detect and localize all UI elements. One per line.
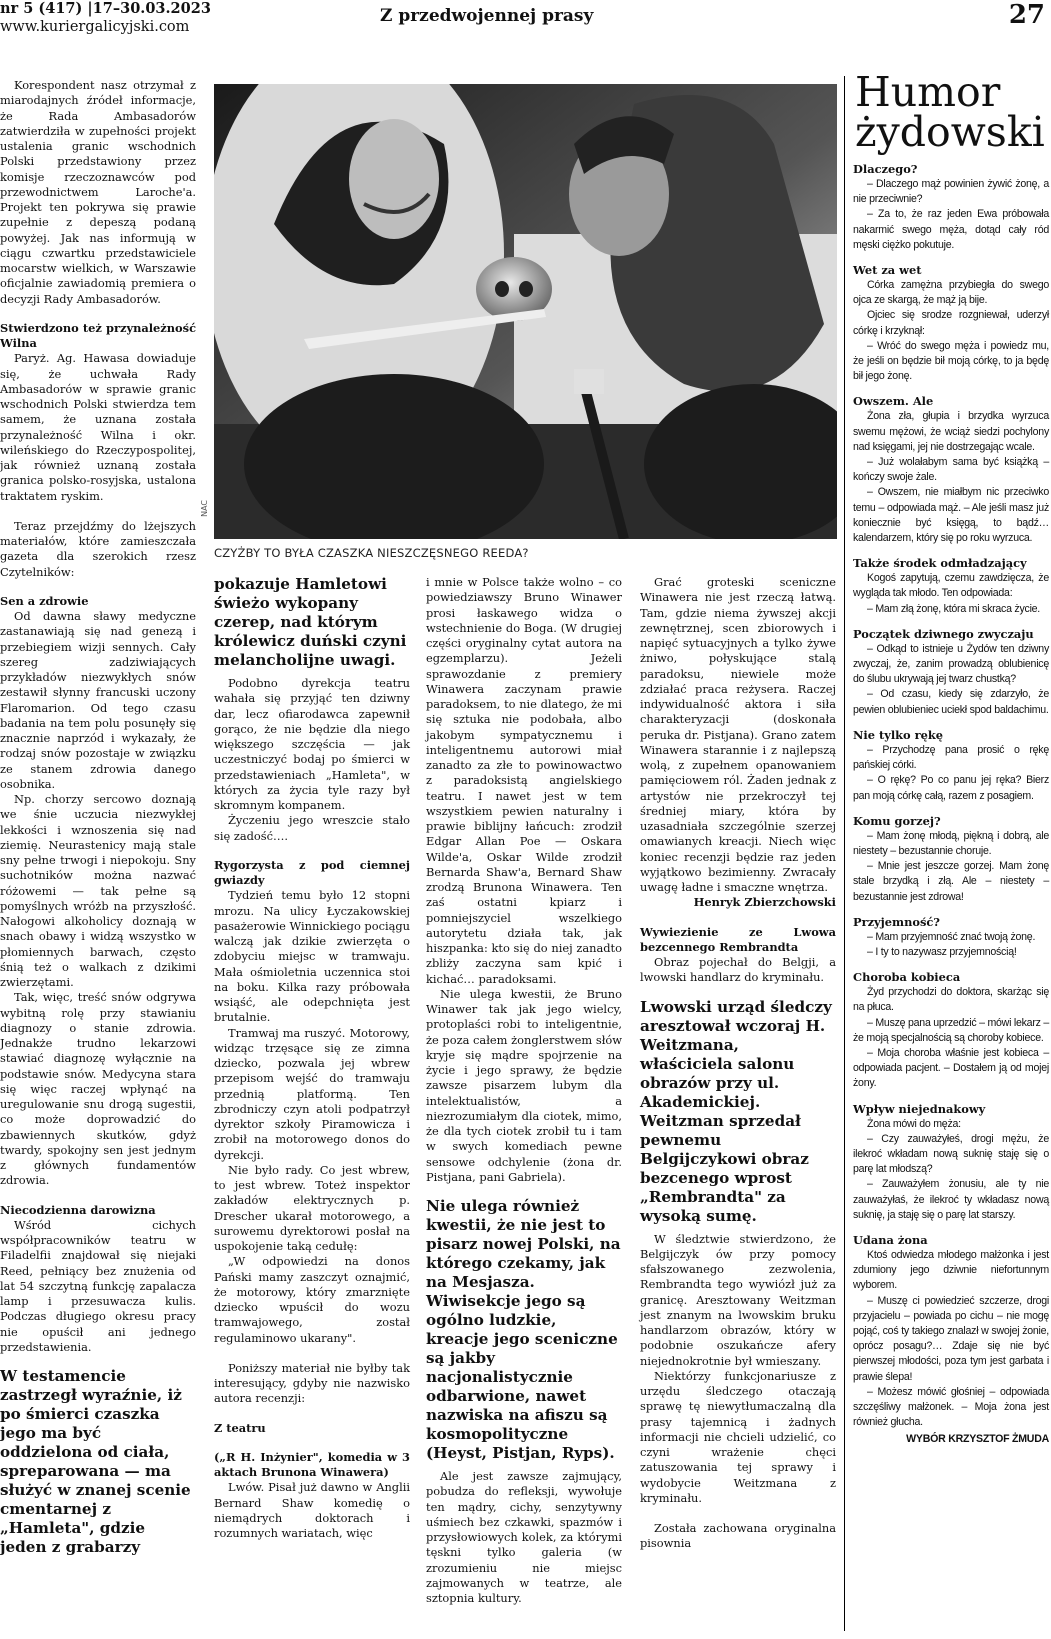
subheading: Wywiezienie ze Lwowa bezcennego Rembrandta	[640, 924, 836, 954]
hamlet-photo	[214, 84, 837, 539]
subheading: („R H. Inżynier", komedia w 3 aktach Brunona Winawera)	[214, 1449, 410, 1479]
column-1	[0, 78, 196, 1563]
joke-item	[853, 627, 1049, 718]
joke-item	[853, 556, 1049, 617]
joke-line: Żyd przychodzi do doktora, skarżąc się na płuca.	[853, 986, 1049, 1014]
photo-credit: NAC	[200, 500, 209, 517]
joke-line: – Muszę pana uprzedzić – mówi lekarz – że moją specjalnością są choroby kobiece.	[853, 1016, 1049, 1044]
joke-line: Ktoś odwiedza młodego małżonka i jest zdumiony jego dziwnie niefortunnym wyborem.	[853, 1248, 1049, 1292]
joke-line: Żona mówi do męża:	[867, 1117, 961, 1130]
joke-item	[853, 162, 1049, 253]
joke-item	[853, 1102, 1049, 1223]
joke-line: Córka zamężna przybiegła do swego ojca ze skargą, że mąż ją bije.	[853, 279, 1049, 307]
joke-title: Owszem. Ale	[853, 394, 934, 409]
joke-line: – Mam złą żonę, która mi skraca życie.	[867, 602, 1041, 615]
paragraph: Została zachowana oryginalna pisownia	[640, 1521, 836, 1551]
joke-line: – Możesz mówić głośniej – odpowiada szczęśliwy małżonek. – Moja żona jest również głucha.	[853, 1385, 1049, 1429]
paragraph: Niektórzy funkcjonariusze z urzędu śledczego otaczają sprawę tę niewytłumaczalną dla prasy tajemnicą i żadnych informacji nie chcieli udzielić, co czyni wrażenie chęci zatuszowania tej sprawy i wydobycie Weitzmana z kryminału.	[640, 1368, 836, 1505]
masthead-info	[0, 0, 211, 36]
photo-illustration	[214, 84, 837, 539]
joke-line: – Owszem, nie miałbym nic przeciwko temu – odpowiada mąż. – Ale jeśli masz już koniecznie być księgą, to bądź… kalendarzem, który się po roku wyrzuca.	[853, 486, 1049, 545]
column-2	[214, 575, 410, 1541]
compiler-credit: WYBÓR KRZYSZTOF ŻMUDA	[906, 1433, 1049, 1446]
paragraph: Paryż. Ag. Hawasa dowiaduje się, że uchwała Rady Ambasadorów w sprawie granic wschodnich Polski stwierdza tem samem, że uznana została przynależność Wilna i okr. wileńskiego do Rzeczypospolitej, jak również uznaną została granica polsko-rosyjska, ustalona traktatem ryskim.	[0, 351, 196, 503]
joke-title: Udana żona	[853, 1232, 928, 1247]
page-number: 27	[1008, 0, 1045, 30]
joke-title: Wpływ niejednakowy	[853, 1101, 986, 1116]
joke-line: – Muszę ci powiedzieć szczerze, drogi przyjacielu – powiada po cichu – nie mogę pojąć, coś ty takiego znalazł w swojej żonie, oprócz posagu?… Zdaje się nie być pierwszej młodości, poza tym jest garbata i prawie ślepa!	[853, 1294, 1049, 1383]
paragraph: Życzeniu jego wreszcie stało się zadość….	[214, 813, 410, 843]
pull-quote: Lwowski urząd śledczy aresztował wczoraj H. Weitzmana, właściciela salonu obrazów przy ul. Akademickiej. Weitzman sprzedał pewnemu Belgijczykowi obraz bezcenego wprost „Rembrandta" za wysoką sumę.	[640, 997, 832, 1225]
paragraph: Grać groteski sceniczne Winawera nie jest rzeczą łatwą. Tam, gdzie niema żywszej akcji zewnętrznej, scen zbiorowych i napięć sytuacyjnych a tylko żywe żniwo, połyskujące stalą paradoksu, niewiele może zdziałać praca reżysera. Raczej indywidualność aktora i siła charakteryzacji (doskonała peruka dr. Pistjana). Grano zatem Winawera starannie i z najlepszą wolą, z zupełnem opanowaniem pamięciowem ról. Żaden jednak z artystów nie przekroczył tej średniej miary, która by uzasadniała szczególnie szerzej omawianych kreacji. Niech więc koniec recenzji będzie raz jeden wyjątkowo bezimienny. Zwracały uwagę ładne i smaczne wnętrza.	[640, 575, 836, 894]
paragraph: Wśród cichych współpracowników teatru w Filadelfii znajdował się niejaki Reed, pełniący bez znużenia od lat 54 szczytną funkcję zapalacza lamp i przesuwacza kulis. Podczas długiego okresu pracy nie opuścił ani jednego przedstawienia.	[0, 1217, 196, 1354]
joke-title: Choroba kobieca	[853, 970, 961, 985]
joke-line: – O rękę? Po co panu jej ręka? Bierz pan moją córkę całą, razem z posagiem.	[853, 774, 1049, 802]
column-3	[426, 575, 622, 1606]
pull-quote: Nie ulega również kwestii, że nie jest to pisarz nowej Polski, na którego czekamy, jak na Mesjasza. Wiwisekcje jego są ogólno ludzkie, kreacje jego sceniczne są jakby nacjonalistycznie odbarwione, nawet nazwiska na afiszu są kosmopolityczne (Heyst, Pistjan, Ryps).	[426, 1197, 621, 1462]
joke-line: – Mam przyjemność znać twoją żonę.	[867, 930, 1036, 943]
joke-line: – Dlaczego mąż powinien żywić żonę, a nie przeciwnie?	[853, 178, 1049, 206]
humor-title-line: żydowski	[855, 108, 1045, 156]
joke-line: – Wróć do swego męża i powiedz mu, że jeśli on będzie bił moją córkę, to ja będę bił jego żonę.	[853, 339, 1049, 383]
paragraph: i mnie w Polsce także wolno – co powiedziawszy Bruno Winawer prosi łaskawego widza o wstechnienie do Boga. (W drugiej części oryginalny cytat autora na egzemplarzu). Jeżeli sprawozdanie z premiery Winawera zaczynam prawie paradoksem, to nie dlatego, że mi się sztuka nie podobała, albo jakobym sympatycznemu i inteligentnemu autorowi miał zanadto za złe to powinowactwo z paradoksistą angielskiego teatru. I nawet jest w tem wszystkiem pewien naturalny i prawie biblijny łańcuch: zrodził Edgar Allan Poe — Oskara Wilde'a, Oskar Wilde zrodził Bernarda Shaw'a, Bernard Shaw zrodzą Brunona Winawera. Ten zaś ostatni kpiarz i pomniejszyciel wszelkiego autorytetu działa tak, jak hiszpanka: kto się do niej zanadto zbliży zaczyna sam kpić i kichać… paradoksami.	[426, 575, 622, 986]
paragraph: Podobno dyrekcja teatru wahała się przyjąć ten dziwny dar, lecz ofiarodawca zapewnił gorąco, że nie będzie dla niego większego szczęścia — jak uczestniczyć bodaj po śmierci w przedstawieniach „Hamleta", w których za życia tyle razy był skromnym kompanem.	[214, 676, 410, 812]
section-title: Z przedwojennej prasy	[380, 6, 594, 26]
joke-item	[853, 263, 1049, 384]
joke-title: Początek dziwnego zwyczaju	[853, 626, 1034, 641]
humor-title-line: Humor	[855, 68, 1001, 116]
humor-sidebar	[853, 68, 1049, 1448]
joke-title: Także środek odmładzający	[853, 556, 1027, 571]
joke-title: Dlaczego?	[853, 162, 918, 176]
joke-item	[853, 1233, 1049, 1430]
joke-title: Komu gorzej?	[853, 813, 941, 828]
paragraph: Tramwaj ma ruszyć. Motorowy, widząc trzęsące się ze zimna dziecko, pozwala jej wbrew przepisom wejść do tramwaju przednią platformą. Ten zbrodniczy czyn atoli podpatrzył dyrektor szkoły Piramowicza i zrobił na motorowego donos do dyrekcji.	[214, 1025, 410, 1162]
paragraph: „W odpowiedzi na donos Pański mamy zaszczyt oznajmić, że motorowy, który zmarznięte dziecko wpuścił do wozu tramwajowego, został regulaminowo ukarany".	[214, 1254, 410, 1345]
joke-title: Nie tylko rękę	[853, 727, 944, 742]
joke-line: – I ty to nazywasz przyjemnością!	[867, 945, 1017, 958]
joke-line: Kogoś zapytują, czemu zawdzięcza, że wygląda tak młodo. Ten odpowiada:	[853, 572, 1049, 600]
paragraph: Korespondent nasz otrzymał z miarodajnych źródeł informacje, że Rada Ambasadorów zatwierdziła w zupełności projekt ustalenia granic wschodnich Polski przedstawiony przez komisje rzeczoznawców pod przewodnictwem Laroche'a. Projekt ten pokrywa się prawie zupełnie z depeszą podaną powyżej. Jak nas informują w ciągu czwartku przedstawiciele mocarstw wielkich, w Warszawie oficjalnie zawiadomią premiera o decyzji Rady Ambasadorów.	[0, 78, 196, 306]
joke-line: Żona zła, głupia i brzydka wyrzuca swemu mężowi, że wciąż siedzi pochylony nad księgami, jej nie dostrzegając wcale.	[853, 410, 1049, 453]
paragraph: Tak, więc, treść snów odgrywa wybitną rolę przy stawianiu diagnozy o stanie zdrowia. Jednakże trudno lekarzowi stawiać diagnozę wyłącznie na podstawie snów. Medycyna stara się więc raczej wpłynąć na uregulowanie snu drogą sugestii, co może doprowadzić do zbawiennych skutków, gdyż twardy, spokojny sen jest jednym z głównych fundamentów zdrowia.	[0, 990, 196, 1188]
subheading: Rygorzysta z pod ciemnej gwiazdy	[214, 857, 410, 887]
joke-line: – Odkąd to istnieje u Żydów ten dziwny zwyczaj, że, zanim prowadzą oblubienicę do ślubu ukrywają jej twarz chustką?	[853, 642, 1049, 686]
joke-line: – Mnie jest jeszcze gorzej. Mam żonę stale brzydką i złą. Ale – niestety – bezustannie jest zdrowa!	[853, 860, 1049, 903]
pull-quote: pokazuje Hamletowi świeżo wykopany czerep, nad którym królewicz duński czyni melancholijne uwagi.	[214, 575, 407, 669]
joke-item	[853, 728, 1049, 804]
joke-line: – Mam żonę młodą, piękną i dobrą, ale niestety – bezustannie choruje.	[853, 829, 1049, 857]
joke-line: – Zauważyłem żonusiu, ale ty nie zauważyłaś, że ilekroć ty wkładasz nową suknię, ja staję się o parę lat starszy.	[853, 1178, 1049, 1221]
paragraph: Tydzień temu było 12 stopni mrozu. Na ulicy Łyczakowskiej pasażerowie Winnickiego pociągu walczą jak dzikie zwierzęta o zdobyciu miejsc w tramwaju. Mała ośmioletnia uczennica stoi na boku. Kilka razy próbowała wsiąść, ale odepchnięta jest brutalnie.	[214, 888, 411, 1025]
joke-line: – Już wolałabym sama być książką – kończy swoje żale.	[853, 456, 1049, 484]
paragraph: Np. chorzy sercowo doznają we śnie uczucia niezwykłej lekkości i wznoszenia się nad ziemię. Neurastenicy mają stale sny pełne trwogi i niepokoju. Sny suchotników można nazwać różowemi — tak pełne są pomyślnych wróżb na przyszłość. Nałogowi alkoholicy doznają w snach obawy i widzą wszystko w płomiennych barwach, często śnią też o walkach z dzikimi zwierzętami.	[0, 792, 196, 989]
joke-line: – Od czasu, kiedy się zdarzyło, że pewien oblubieniec uciekł spod baldachimu.	[853, 688, 1049, 716]
paragraph: Poniższy materiał nie byłby tak interesujący, gdyby nie nazwisko autora recenzji:	[214, 1360, 410, 1406]
joke-line: – Moja choroba właśnie jest kobieca – odpowiada pacjent. – Dostałem ją od mojej żony.	[853, 1046, 1049, 1090]
paragraph: W śledztwie stwierdzono, że Belgijczyk ów przy pomocy sfałszowanego zezwolenia, Rembrandta tego wywiózł już za granicę. Aresztowany Weitzman jest znanym na lwowskim bruku handlarzom obrazów, który w podobnie oszukańcze afery niejednokrotnie był wmieszany.	[640, 1231, 836, 1368]
paragraph: Nie było rady. Co jest wbrew, to jest wbrew. Toteż inspektor zakładów elektrycznych p. Drescher ukarał motorowego, a surowemu dyrektorowi posłał na uspokojenie taką cedułę:	[214, 1162, 410, 1253]
photo-caption: CZYŻBY TO BYŁA CZASZKA NIESZCZĘSNEGO REEDA?	[214, 546, 529, 560]
subheading: Niecodzienna darowizna	[0, 1202, 156, 1217]
paragraph: Nie ulega kwestii, że Bruno Winawer tak jak jego wielcy, protoplaści robi to inteligentnie, że poza całem żonglerstwem słów kryje się mądre spojrzenie na życie i jego sprawy, że będzie zawsze pisarzem lubym dla intelektualistów, a niezrozumiałym dla ciotek, mimo, że dla tych ciotek zrobił tu i tam w swych komediach pewne sensowe odchylenie (żona dr. Pistjana, pani Gabriela).	[426, 986, 622, 1184]
issue-number: nr 5 (417) |17–30.03.2023	[0, 0, 211, 17]
pull-quote: W testamencie zastrzegł wyraźnie, iż po śmierci czaszka jego ma być oddzielona od ciała, spreparowana — ma służyć w znanej scenie cmentarnej z „Hamleta", gdzie jeden z grabarzy	[0, 1367, 191, 1556]
column-divider	[844, 76, 845, 1631]
joke-item	[853, 814, 1049, 905]
joke-line: – Za to, że raz jeden Ewa próbowała nakarmić swego męża, dotąd cały ród męski ciężko pokutuje.	[853, 208, 1049, 251]
column-4	[640, 575, 836, 1552]
paragraph: Obraz pojechał do Belgji, a lwowski handlarz do kryminału.	[640, 955, 836, 985]
joke-item	[853, 970, 1049, 1091]
subheading: Stwierdzono też przynależność Wilna	[0, 320, 196, 350]
paragraph: Ale jest zawsze zajmujący, pobudza do refleksji, wywołuje ten mądry, cichy, senzytywny uśmiech bez czkawki, spazmów i przysłowiowych kolek, za którymi tęskni tylko galeria (w zrozumieniu nie miejsc zajmowanych w teatrze, ale sztopnia kultury.	[426, 1469, 622, 1605]
joke-line: – Czy zauważyłeś, drogi mężu, że ilekroć wkładam nową suknię staję się o parę lat młodszą?	[853, 1132, 1049, 1176]
subheading: Z teatru	[214, 1420, 266, 1435]
author-signature: Henryk Zbierzchowski	[693, 895, 836, 910]
joke-title: Przyjemność?	[853, 914, 940, 929]
joke-title: Wet za wet	[853, 263, 922, 278]
paragraph: Lwów. Pisał już dawno w Anglii Bernard Shaw komedię o niemądrych doktorach i rozumnych wariatach, więc	[214, 1480, 410, 1540]
subheading: Sen a zdrowie	[0, 593, 89, 608]
paragraph: Teraz przejdźmy do lżejszych materiałów, które zamieszczała gazeta dla szerokich rzesz Czytelników:	[0, 518, 196, 579]
joke-item	[853, 394, 1049, 546]
joke-line: – Przychodzę pana prosić o rękę pańskiej córki.	[853, 743, 1049, 772]
humor-title	[855, 68, 1049, 156]
site-url[interactable]: www.kuriergalicyjski.com	[0, 19, 190, 35]
joke-item	[853, 915, 1049, 960]
paragraph: Od dawna sławy medyczne zastanawiają się nad genezą i przebiegiem wizji sennych. Cały szereg zadziwiających przykładów niezwykłych snów zestawił słynny francuski uczony Flaromarion. Od tego czasu badania na tem polu posunęły się znacznie naprzód i wykazały, że rodzaj snów pozostaje w związku ze stanem zdrowia danego osobnika.	[0, 609, 196, 791]
joke-line: Ojciec się srodze rozgniewał, uderzył córkę i krzyknął:	[853, 309, 1049, 337]
humor-items	[853, 162, 1049, 1430]
